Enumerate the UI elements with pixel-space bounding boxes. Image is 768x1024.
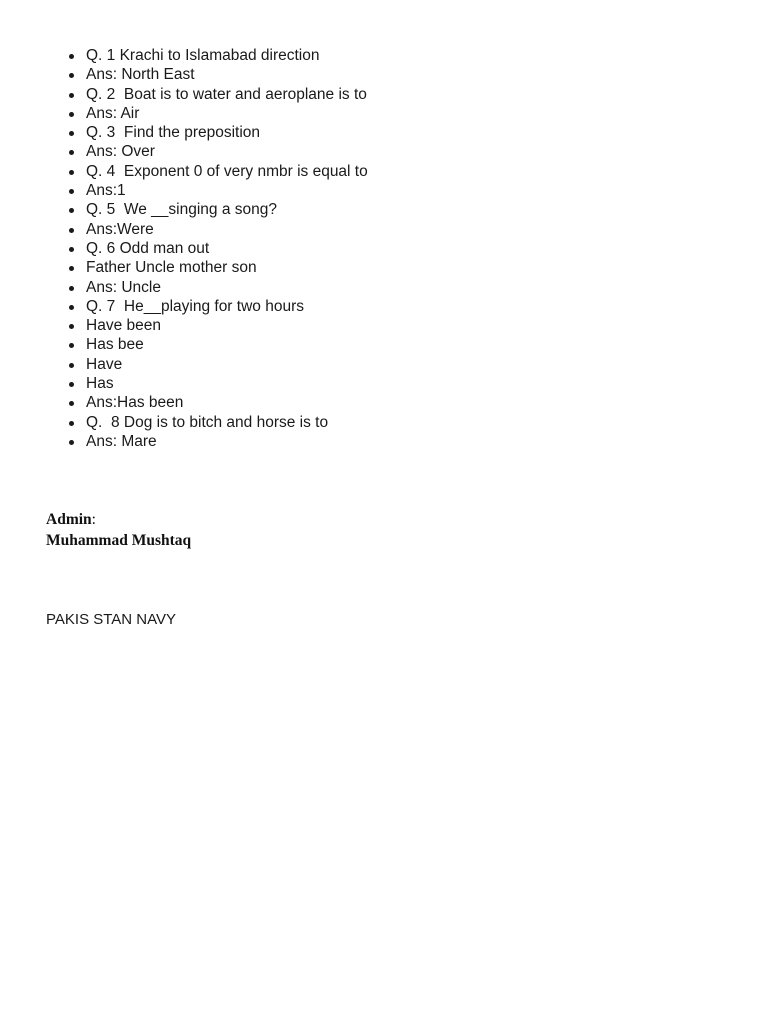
list-item: Have <box>86 355 368 374</box>
list-item: Ans:1 <box>86 181 368 200</box>
list-item: Ans: Over <box>86 142 368 161</box>
admin-block <box>46 509 191 551</box>
list-item: Q. 2 Boat is to water and aeroplane is to <box>86 85 367 103</box>
list-item: Have been <box>86 316 368 335</box>
admin-label-line <box>46 509 191 530</box>
admin-colon: : <box>91 511 96 528</box>
list-item: Has bee <box>86 335 368 354</box>
list-item: Ans: North East <box>86 65 368 84</box>
list-item: Q. 4 Exponent 0 of very nmbr is equal to <box>86 162 368 180</box>
list-item: Ans: Mare <box>86 432 368 451</box>
list-item: Q. 3 Find the preposition <box>86 123 368 142</box>
list-item: Q. 1 Krachi to Islamabad direction <box>86 46 368 65</box>
list-item: Father Uncle mother son <box>86 258 368 277</box>
list-item: Ans:Has been <box>86 393 368 412</box>
list-item: Q. 8 Dog is to bitch and horse is to <box>86 413 368 432</box>
list-item: Q. 7 He__playing for two hours <box>86 297 368 316</box>
list-item: Ans: Air <box>86 104 368 123</box>
footer-text: PAKIS STAN NAVY <box>46 611 177 628</box>
list-item: Ans: Uncle <box>86 278 368 297</box>
admin-name: Muhammad Mushtaq <box>46 532 192 549</box>
list-item: Has <box>86 374 368 393</box>
list-item: Q. 5 We __singing a song? <box>86 200 368 219</box>
list-item: Ans:Were <box>86 220 368 239</box>
qa-list <box>86 46 368 451</box>
list-item: Q. 6 Odd man out <box>86 239 368 258</box>
admin-label: Admin <box>46 511 92 528</box>
